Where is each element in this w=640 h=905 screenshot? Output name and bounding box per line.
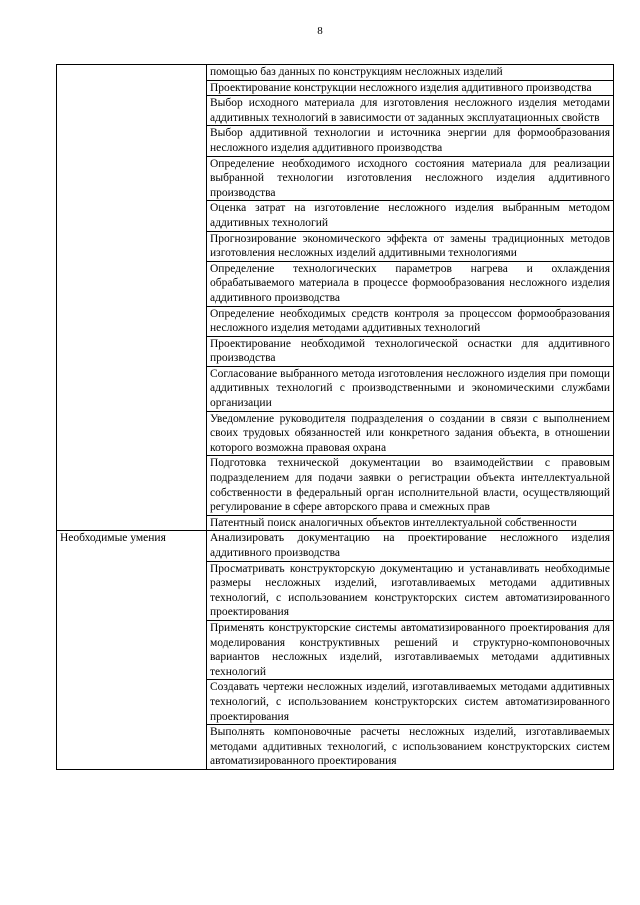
table-row (57, 531, 614, 561)
requirement-item: Согласование выбранного метода изготовления несложного изделия при помощи аддитивных технологий с производственными и экономическими службами организации (207, 366, 614, 411)
requirement-item: Анализировать документацию на проектирование несложного изделия аддитивного производства (207, 531, 614, 561)
section-label (57, 65, 207, 531)
requirement-item: помощью баз данных по конструкциям несложных изделий (207, 65, 614, 81)
requirement-item: Подготовка технической документации во взаимодействии с правовым подразделением для подачи заявки о регистрации объекта интеллектуальной собственности в федеральный орган исполнительной власти, осуществляющий регулирование в сфере авторского права и смежных прав (207, 456, 614, 515)
requirement-item: Патентный поиск аналогичных объектов интеллектуальной собственности (207, 515, 614, 531)
requirement-item: Определение необходимого исходного состояния материала для реализации выбранной технологии изготовления несложного изделия аддитивного производства (207, 156, 614, 201)
table-row (57, 65, 614, 81)
requirement-item: Выбор исходного материала для изготовления несложного изделия методами аддитивных технологий в зависимости от заданных эксплуатационных свойств (207, 96, 614, 126)
page-number: 8 (317, 25, 323, 37)
requirement-item: Проектирование конструкции несложного изделия аддитивного производства (207, 80, 614, 96)
requirement-item: Выполнять компоновочные расчеты несложных изделий, изготавливаемых методами аддитивных технологий, с использованием конструкторских систем автоматизированного проектирования (207, 725, 614, 770)
requirement-item: Прогнозирование экономического эффекта от замены традиционных методов изготовления несложных изделий аддитивными технологиями (207, 231, 614, 261)
requirement-item: Уведомление руководителя подразделения о создании в связи с выполнением своих трудовых обязанностей или конкретного задания объекта, в отношении которого возможна правовая охрана (207, 411, 614, 456)
requirement-item: Проектирование необходимой технологической оснастки для аддитивного производства (207, 336, 614, 366)
section-label: Необходимые умения (57, 531, 207, 770)
requirements-table (56, 64, 614, 770)
requirement-item: Просматривать конструкторскую документацию и устанавливать необходимые размеры несложных изделий, изготавливаемых методами аддитивных технологий, с использованием конструкторских систем автоматизированного проектирования (207, 561, 614, 620)
requirement-item: Создавать чертежи несложных изделий, изготавливаемых методами аддитивных технологий, с использованием конструкторских систем автоматизированного проектирования (207, 680, 614, 725)
requirement-item: Применять конструкторские системы автоматизированного проектирования для моделирования конструктивных решений и структурно-компоновочных вариантов несложных изделий, изготавливаемых методами аддитивных технологий (207, 620, 614, 679)
requirement-item: Оценка затрат на изготовление несложного изделия выбранным методом аддитивных технологий (207, 201, 614, 231)
requirement-item: Определение необходимых средств контроля за процессом формообразования несложного изделия методами аддитивных технологий (207, 306, 614, 336)
requirement-item: Выбор аддитивной технологии и источника энергии для формообразования несложного изделия аддитивного производства (207, 126, 614, 156)
requirement-item: Определение технологических параметров нагрева и охлаждения обрабатываемого материала в процессе формообразования несложного изделия аддитивного производства (207, 261, 614, 306)
